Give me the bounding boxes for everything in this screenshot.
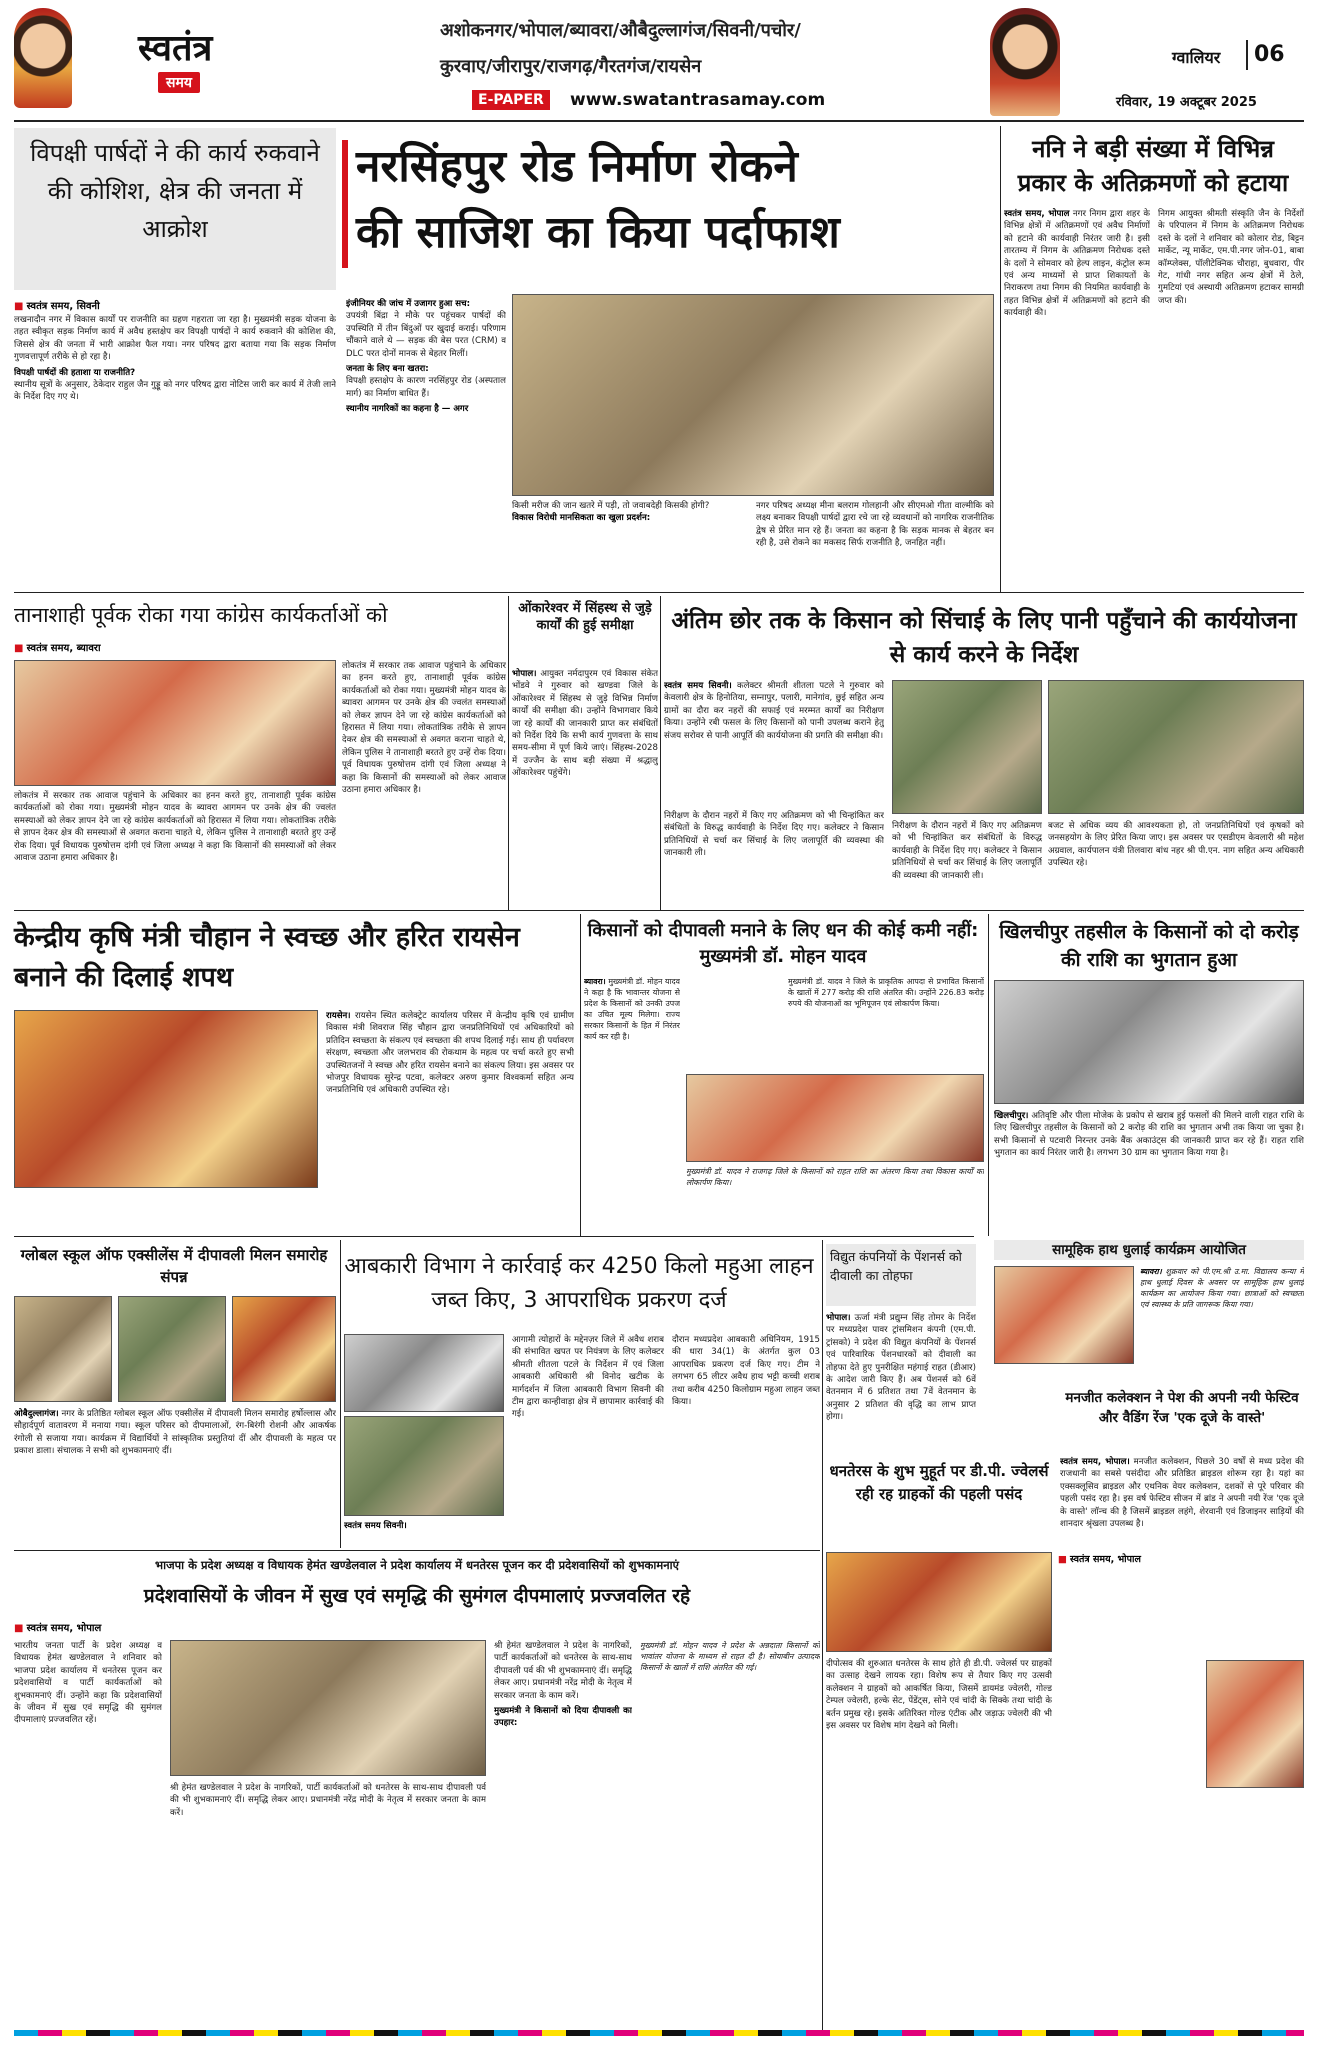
story13-byline: ■ स्वतंत्र समय, भोपाल [1058, 1554, 1141, 1565]
story5-headline[interactable]: अंतिम छोर तक के किसान को सिंचाई के लिए पानी पहुँचाने की कार्ययोजना से कार्य करने के निर्देश [671, 608, 1297, 668]
story12-body: ब्यावरा। शुक्रवार को पी.एम.श्री उ.मा. विद्यालय कन्या में हाथ धुलाई दिवस के अवसर पर सामूहिक हाथ धुलाई कार्यक्रम का आयोजन किया गया। छात्राओं को स्वच्छता एवं स्वास्थ्य के प्रति जागरूक किया गया। [1140, 1267, 1304, 1309]
website-link[interactable]: www.swatantrasamay.com [570, 90, 826, 110]
row3-rule [14, 1236, 974, 1237]
story1-body: लखनादौन नगर में विकास कार्यों पर राजनीति का ग्रहण गहराता जा रहा है। मुख्यमंत्री सड़क योजना के तहत स्वीकृत सड़क निर्माण कार्य में अवैध हस्तक्षेप कर विपक्षी पार्षदों ने कार्य रुकवाने की कोशिश की, जिससे क्षेत्र की जनता में भारी आक्रोश फैल गया। नगर परिषद द्वारा बताया गया कि सड़क निर्माण गुणवत्तापूर्ण तरीके से हो रहा है। विपक्षी पार्षदों की हताशा या राजनीति? स्थानीय सूत्रों के अनुसार, ठेकेदार राहुल जैन गुड्डू को नगर परिषद द्वारा नोटिस जारी कर कार्य में तेजी लाने के निर्देश दिए गए थे। [14, 315, 336, 403]
footer-color-bar [14, 2030, 1304, 2036]
story5-body-col2: निरीक्षण के दौरान नहरों में किए गए अतिक्रमण को भी चिन्हांकित कर संबंधितों के विरुद्ध कार्यवाही के निर्देश दिए गए। कलेक्टर ने किसान प्रतिनिधियों से चर्चा कर सिंचाई के लिए जलापूर्ति की व्यवस्था की जानकारी ली। [892, 821, 1042, 881]
masthead-rule [14, 120, 1304, 122]
story8-body: खिलचीपुर। अतिवृष्टि और पीला मोजेक के प्रकोप से खराब हुई फसलों की मिलने वाली राहत राशि के लिए खिलचीपुर तहसील के किसानों को 2 करोड़ की राशि का भुगतान अभी तक किया जा चुका है। सभी किसानों से पटवारी निरन्तर उनके बैंक अकाउंट्स की जानकारी प्राप्त कर रहे हैं। राहत राशि भुगतान का कार्य निरंतर जारी है। लगभग 30 ग्राम का भुगतान किया गया है। [994, 1111, 1304, 1159]
story10-body-col1: आगामी त्योहारों के मद्देनज़र जिले में अवैध शराब की संभावित खपत पर नियंत्रण के लिए कलेक्टर श्रीमती शीतला पटले के निर्देशन में एवं जिला आबकारी अधिकारी श्री विनोद खटीक के मार्गदर्शन में जिला आबकारी विभाग सिवनी की टीम द्वारा कान्हीवाड़ा क्षेत्र में छापामार कार्रवाई की गई। [512, 1335, 664, 1420]
story15-body-col4: मुख्यमंत्री डॉ. मोहन यादव ने प्रदेश के अन्नदाता किसानों को भावांतर योजना के माध्यम से राहत दी है। सोयाबीन उत्पादक किसानों के खातों में राशि अंतरित की गई। [640, 1641, 820, 1672]
lead-body-b: नगर परिषद अध्यक्ष मीना बलराम गोलहानी और सीएमओ गीता वाल्मीकि को लक्ष्य बनाकर विपक्षी पार्षदों द्वारा रचे जा रहे व्यवधानों को नागरिक राजनीतिक द्वेष से प्रेरित मान रहे हैं। जनता का कहना है कि सड़क मानक से बेहतर बन रही है, उसे रोकने का मकसद सिर्फ राजनीति है, जनहित नहीं। [756, 501, 994, 549]
story6-headline[interactable]: केन्द्रीय कृषि मंत्री चौहान ने स्वच्छ और हरित रायसेन बनाने की दिलाई शपथ [14, 922, 520, 993]
story15-body-col2: श्री हेमंत खण्डेलवाल ने प्रदेश के नागरिकों, पार्टी कार्यकर्ताओं को धनतेरस के साथ-साथ दीपावली पर्व की भी शुभकामनाएं दीं। समृद्धि लेकर आए। प्रधानमंत्री नरेंद्र मोदी के नेतृत्व में सरकार जनता के काम करें। [170, 1783, 486, 1818]
story14-headline[interactable]: मनजीत कलेक्शन ने पेश की अपनी नयी फेस्टिव और वैडिंग रेंज 'एक दूजे के वास्ते' [1065, 1390, 1299, 1426]
story11-body: भोपाल। ऊर्जा मंत्री प्रद्युम्न सिंह तोमर के निर्देश पर मध्यप्रदेश पावर ट्रांसमिशन कंपनी (एम.पी. ट्रांसको) ने प्रदेश की विद्युत कंपनियों के पेंशनर्स एवं पारिवारिक पेंशनधारकों को दीवाली का तोहफा देते हुए पुनरीक्षित महंगाई राहत (डीआर) के आदेश जारी किए हैं। अब पेंशनर्स को 6वें वेतनमान में 6 प्रतिशत तथा 7वें वेतनमान के अनुसार 2 प्रतिशत की वृद्धि का लाभ प्राप्त होगा। [826, 1313, 976, 1423]
story1-body-col2: इंजीनियर की जांच में उजागर हुआ सच: उपयंत्री बिंद्रा ने मौके पर पहुंचकर पार्षदों की उपस्थिति में तीन बिंदुओं पर खुदाई कराई। परिणाम चौंकाने वाले थे — सड़क की बेस परत (CRM) व DLC परत दोनों मानक से बेहतर मिलीं। जनता के लिए बना खतरा: विपक्षी हस्तक्षेप के कारण नरसिंहपुर रोड (अस्पताल मार्ग) का निर्माण बाधित हैं। स्थानीय नागरिकों का कहना है — अगर [346, 299, 506, 415]
col-rule-3 [580, 914, 581, 1236]
story11-headline[interactable]: विद्युत कंपनियों के पेंशनर्स को दीवाली का तोहफा [830, 1249, 962, 1283]
story9-headline[interactable]: ग्लोबल स्कूल ऑफ एक्सीलेंस में दीपावली मिलन समारोह संपन्न [20, 1246, 328, 1286]
story-opposition-councillors [14, 128, 336, 290]
byline-marker-icon: ■ [1058, 1554, 1067, 1565]
col-rule-6 [822, 1240, 823, 2030]
story9-body: ओबैदुल्लागंज। नगर के प्रतिष्ठित ग्लोबल स्कूल ऑफ एक्सीलेंस में दीपावली मिलन समारोह हर्षोल्लास और सौहार्दपूर्ण वातावरण में मनाया गया। स्कूल परिसर को दीपमालाओं, रंग-बिरंगी रोशनी और आकर्षक रंगोली से सजाया गया। कार्यक्रम में विद्यार्थियों ने सांस्कृतिक प्रस्तुतियां दीं और दीपावली के महत्व पर प्रकाश डाला। संचालक ने सभी को शुभकामनाएं दीं। [14, 1409, 336, 1457]
story5-body-col0: निरीक्षण के दौरान नहरों में किए गए अतिक्रमण को भी चिन्हांकित कर संबंधितों के विरुद्ध कार्यवाही के निर्देश दिए गए। कलेक्टर ने किसान प्रतिनिधियों से चर्चा कर सिंचाई के लिए जलापूर्ति की व्यवस्था की जानकारी ली। [664, 811, 884, 859]
story7-body-col2: मुख्यमंत्री डॉ. यादव ने जिले के प्राकृतिक आपदा से प्रभावित किसानों के खातों में 277 करोड़ की राशि अंतरित की। उन्होंने 226.83 करोड़ रुपये की योजनाओं का भूमिपूजन एवं लोकार्पण किया। [788, 977, 984, 1008]
story3-body: लोकतंत्र में सरकार तक आवाज पहुंचाने के अधिकार का हनन करते हुए, तानाशाही पूर्वक कांग्रेस कार्यकर्ताओं को रोका गया। मुख्यमंत्री मोहन यादव के ब्यावरा आगमन पर उनके क्षेत्र की ज्वलंत समस्याओं को लेकर ज्ञापन देने जा रहे कांग्रेस कार्यकर्ताओं को हिरासत में लिया गया। लोकतांत्रिक तरीके से ज्ञापन देकर क्षेत्र की समस्याओं से अवगत कराना चाहते थे, लेकिन पुलिस ने तानाशाही बरतते हुए उन्हें रोक दिया। पूर्व विधायक पुरुषोत्तम दांगी एवं जिला अध्यक्ष ने कहा कि किसानों की समस्याओं को लेकर आवाज उठाना हमारा अधिकार है। [342, 661, 506, 796]
col-rule-1 [508, 596, 509, 910]
story14-photo [1206, 1660, 1304, 1788]
lead-headline-bar [342, 140, 348, 268]
story10-body-col2: दौरान मध्यप्रदेश आबकारी अधिनियम, 1915 की धारा 34(1) के अंतर्गत कुल 03 आपराधिक प्रकरण दर्ज किए गए। टीम ने लगभग 65 लीटर अवैध हाथ भट्टी कच्ची शराब तथा करीब 4250 किलोग्राम महुआ लाहन जब्त किया। [672, 1335, 820, 1408]
story3-body-wide: लोकतंत्र में सरकार तक आवाज पहुंचाने के अधिकार का हनन करते हुए, तानाशाही पूर्वक कांग्रेस कार्यकर्ताओं को रोका गया। मुख्यमंत्री मोहन यादव के ब्यावरा आगमन पर उनके क्षेत्र की ज्वलंत समस्याओं को लेकर ज्ञापन देने जा रहे कांग्रेस कार्यकर्ताओं को हिरासत में लिया गया। लोकतांत्रिक तरीके से ज्ञापन देकर क्षेत्र की समस्याओं से अवगत कराना चाहते थे, लेकिन पुलिस ने तानाशाही बरतते हुए उन्हें रोक दिया। पूर्व विधायक पुरुषोत्तम दांगी एवं जिला अध्यक्ष ने कहा कि किसानों की समस्याओं को लेकर आवाज उठाना हमारा अधिकार है। [14, 791, 336, 864]
story15-photo [170, 1640, 486, 1776]
story7-body-col1: ब्यावरा। मुख्यमंत्री डॉ. मोहन यादव ने कहा है कि भावान्तर योजना से प्रदेश के किसानों को उनकी उपज का उचित मूल्य मिलेगा। राज्य सरकार किसानों के हित में निरंतर कार्य कर रही है। [584, 977, 680, 1041]
page-no-divider [1246, 40, 1248, 70]
issue-date: रविवार, 19 अक्टूबर 2025 [1116, 95, 1257, 110]
row4-rule [14, 1550, 820, 1551]
story13-photo [826, 1552, 1052, 1652]
col-rule-5 [340, 1240, 341, 1548]
lead-photo [512, 294, 994, 496]
story3-byline: ■ स्वतंत्र समय, ब्यावरा [14, 643, 101, 654]
row2-rule [14, 910, 1304, 911]
story2-body-col2: निगम आयुक्त श्रीमती संस्कृति जैन के निर्देशों के परिपालन में निगम के अतिक्रमण निरोधक दस्ते के दलों ने शनिवार को कोलार रोड, बिट्टन मार्केट, न्यू मार्केट, एम.पी.नगर जोन-01, बाबा कॉम्प्लेक्स, पॉलीटेक्निक चौराहा, बुधवारा, पीर गेट, गांधी नगर सहित अन्य क्षेत्रों में ठेले, गुमटियां एवं अस्थायी अतिक्रमण हटाकर सामग्री जप्त की। [1158, 209, 1304, 306]
story7-photo [686, 1074, 984, 1162]
byline-marker-icon: ■ [14, 1623, 24, 1634]
byline-marker-icon: ■ [14, 301, 24, 312]
logo-title: स्वतंत्र [138, 27, 213, 69]
masthead-logo[interactable] [138, 28, 258, 100]
story9-photo-2 [118, 1296, 226, 1402]
story4-headline[interactable]: ओंकारेश्वर में सिंहस्थ से जुड़े कार्यों की हुई समीक्षा [518, 601, 652, 633]
story12-photo [994, 1266, 1134, 1364]
story14-body: स्वतंत्र समय, भोपाल। मनजीत कलेक्शन, पिछले 30 वर्षों से मध्य प्रदेश की राजधानी का सबसे पसंदीदा और प्रतिष्ठित ब्राइडल शोरूम रहा है। यहां का एक्सक्लूसिव ब्राइडल और एथनिक वेयर कलेक्शन, दशकों से पूरे परिवार की पहली पसंद रहा है। इस वर्ष फेस्टिव सीजन में ब्रांड ने अपनी नयी रेंज 'एक दूजे के वास्ते' लॉन्च की है जिसमें ब्राइडल लहंगे, शेरवानी एवं डिजाइनर साड़ियों की शानदार श्रृंखला उपलब्ध है। [1060, 1457, 1304, 1530]
masthead-left-artwork [14, 8, 72, 108]
story13-headline[interactable]: धनतेरस के शुभ मुहूर्त पर डी.पी. ज्वेलर्स रही रह ग्राहकों की पहली पसंद [829, 1462, 1049, 1503]
story5-body-col1: स्वतंत्र समय सिवनी। कलेक्टर श्रीमती शीतला पटले ने गुरुवार को केवलारी क्षेत्र के हिनोतिया, सम्नापुर, पलारी, मानेगांव, छुई सहित अन्य ग्रामों का दौरा कर नहरों की सफाई एवं मरम्मत कार्यों का निरीक्षण किया। उन्होंने रबी फसल के लिए किसानों को पानी उपलब्ध कराने हेतु संजय सरोवर से पानी आपूर्ति की कार्ययोजना की प्रगति की समीक्षा की। [664, 681, 884, 741]
story9-photo-3 [232, 1296, 336, 1402]
headline[interactable]: विपक्षी पार्षदों ने की कार्य रुकवाने की कोशिश, क्षेत्र की जनता में आक्रोश [30, 139, 320, 243]
story11-headline-box [826, 1244, 976, 1306]
story6-body: रायसेन। रायसेन स्थित कलेक्ट्रेट कार्यालय परिसर में केन्द्रीय कृषि एवं ग्रामीण विकास मंत्री शिवराज सिंह चौहान द्वारा जनप्रतिनिधियों एवं अधिकारियों को प्रतिदिन स्वच्छता के संकल्प एवं स्वच्छता की शपथ दिलाई गई। साथ ही पर्यावरण संरक्षण, स्वच्छता और जलभराव की रोकथाम के महत्व पर चर्चा करते हुए सभी उपस्थितजनों ने स्वच्छ और हरित रायसेन बनाने का संकल्प लिया। इस अवसर पर भोजपुर विधायक सुरेन्द्र पटवा, कलेक्टर अरुण कुमार विश्वकर्मा सहित अन्य जनप्रतिनिधि एवं अधिकारी उपस्थित रहे। [326, 1011, 574, 1096]
story5-photo-2 [1048, 680, 1304, 814]
story13-body: दीपोत्सव की शुरुआत धनतेरस के साथ होते ही डी.पी. ज्वेलर्स पर ग्राहकों का उत्साह देखने लायक रहा। विशेष रूप से तैयार किए गए उत्सवी कलेक्शन ने ग्राहकों को आकर्षित किया, जिसमें डायमंड ज्वेलरी, गोल्ड टेम्पल ज्वेलरी, हल्के सेट, पेंडेंट्स, सोने एवं चांदी के सिक्के तथा चांदी के बर्तन प्रमुख रहे। इसके अतिरिक्त गोल्ड एंटीक और जड़ाऊ ज्वेलरी की भी इस अवसर पर विशेष मांग देखने को मिली। [826, 1659, 1052, 1732]
byline-marker-icon: ■ [14, 643, 24, 654]
epaper-badge[interactable]: E-PAPER [472, 90, 550, 110]
story10-headline[interactable]: आबकारी विभाग ने कार्रवाई कर 4250 किलो महुआ लाहन जब्त किए, 3 आपराधिक प्रकरण दर्ज [344, 1254, 814, 1313]
col-rule-2 [660, 596, 661, 910]
story6-photo [14, 1010, 318, 1188]
subhead: विपक्षी पार्षदों की हताशा या राजनीति? [14, 367, 136, 378]
lead-body-a: किसी मरीज की जान खतरे में पड़ी, तो जवाबदेही किसकी होगी? विकास विरोधी मानसिकता का खुला प्रदर्शन: [512, 501, 710, 524]
story10-photo-2 [344, 1416, 504, 1516]
row1-rule [14, 592, 1304, 593]
story9-photo-1 [14, 1296, 112, 1402]
story15-byline: ■ स्वतंत्र समय, भोपाल [14, 1623, 102, 1634]
page-number: 06 [1254, 42, 1285, 67]
masthead-right-artwork [990, 8, 1060, 116]
logo-subtitle: समय [158, 72, 200, 93]
edition-city: ग्वालियर [1172, 48, 1221, 67]
story15-body-col3: श्री हेमंत खण्डेलवाल ने प्रदेश के नागरिकों, पार्टी कार्यकर्ताओं को धनतेरस के साथ-साथ दीपावली पर्व की भी शुभकामनाएं दीं। समृद्धि लेकर आए। प्रधानमंत्री नरेंद्र मोदी के नेतृत्व में सरकार जनता के काम करें। मुख्यमंत्री ने किसानों को दिया दीपावली का उपहार: [494, 1641, 632, 1729]
story3-headline[interactable]: तानाशाही पूर्वक रोका गया कांग्रेस कार्यकर्ताओं को [14, 603, 388, 627]
story1-byline: ■ स्वतंत्र समय, सिवनी [14, 301, 100, 312]
story8-photo [994, 980, 1304, 1104]
col-rule-4 [988, 914, 989, 1236]
story10-byline-block: स्वतंत्र समय सिवनी। [344, 1521, 407, 1531]
story7-headline[interactable]: किसानों को दीपावली मनाने के लिए धन की कोई कमी नहीं: मुख्यमंत्री डॉ. मोहन यादव [587, 920, 979, 967]
places-line-1: अशोकनगर/भोपाल/ब्यावरा/औबैदुल्लागंज/सिवनी/पचोर/ [440, 20, 801, 41]
story10-photo-1 [344, 1334, 504, 1412]
story15-banner[interactable]: भाजपा के प्रदेश अध्यक्ष व विधायक हेमंत खण्डेलवाल ने प्रदेश कार्यालय में धनतेरस पूजन कर दी प्रदेशवासियों को शुभकामनाएं [155, 1558, 679, 1572]
story15-body-col1: भारतीय जनता पार्टी के प्रदेश अध्यक्ष व विधायक हेमंत खण्डेलवाल ने शनिवार को भाजपा प्रदेश कार्यालय में धनतेरस पूजन कर प्रदेशवासियों व पार्टी कार्यकर्ताओं को शुभकामनाएं दीं। उन्होंने कहा कि प्रदेशवासियों के जीवन में सुख एवं समृद्धि की सुमंगल दीपमालाएं प्रज्जवलित रहें। [14, 1641, 162, 1726]
story7-caption: मुख्यमंत्री डॉ. यादव ने राजगढ़ जिले के किसानों को राहत राशि का अंतरण किया तथा विकास कार्यों का लोकार्पण किया। [686, 1167, 984, 1187]
story2-body-col1: स्वतंत्र समय, भोपाल नगर निगम द्वारा शहर के विभिन्न क्षेत्रों में अतिक्रमणों एवं अवैध निर्माणों को हटाने की कार्यवाही निरंतर जारी है। इसी तारतम्य में निगम के अतिक्रमण निरोधक दस्ते के दलों ने सोमवार को हेल्प लाइन, कंट्रोल रूम एवं अन्य माध्यमों से प्राप्त शिकायतों के निराकरण तथा निगम की नियमित कार्यवाही के तहत विभिन्न क्षेत्रों में अतिक्रमणों को हटाने की कार्यवाही की। [1004, 209, 1150, 319]
story15-headline[interactable]: प्रदेशवासियों के जीवन में सुख एवं समृद्धि की सुमंगल दीपमालाएं प्रज्जवलित रहे [143, 1585, 691, 1607]
col-rule-7 [1000, 126, 1001, 592]
story2-headline[interactable]: ननि ने बड़ी संख्या में विभिन्न प्रकार के अतिक्रमणों को हटाया [1017, 135, 1289, 197]
masthead [0, 0, 1318, 120]
lead-headline[interactable]: नरसिंहपुर रोड निर्माण रोकने की साजिश का किया पर्दाफाश [356, 141, 840, 258]
story5-body-col3: बजट से अधिक व्यय की आवश्यकता हो, तो जनप्रतिनिधियों एवं कृषकों को जनसहयोग के लिए प्रेरित किया जाए। इस अवसर पर एसडीएम केवलारी श्री महेश अग्रवाल, कार्यपालन यंत्री तिलवारा बांध नहर श्री पी.एन. नाग सहित अन्य अधिकारी उपस्थित रहे। [1048, 821, 1304, 869]
story8-headline[interactable]: खिलचीपुर तहसील के किसानों को दो करोड़ की राशि का भुगतान हुआ [999, 921, 1299, 971]
story12-headline[interactable]: सामूहिक हाथ धुलाई कार्यक्रम आयोजित [994, 1240, 1304, 1260]
story4-body: भोपाल। आयुक्त नर्मदापुरम एवं विकास संकेत भोंडवे ने गुरुवार को खण्डवा जिले के ओंकारेश्वर में सिंहस्थ से जुड़े विभिन्न निर्माण कार्यों की समीक्षा की। उन्होंने विभागवार किये जा रहे कार्यों की जानकारी प्राप्त कर संबंधितों को निर्देश दिये कि सभी कार्य गुणवत्ता के साथ समय-सीमा में पूर्ण किये जाएं। सिंहस्थ-2028 में उज्जैन के साथ बड़ी संख्या में श्रद्धालु ओंकारेश्वर पहुंचेंगे। [512, 669, 658, 779]
places-line-2: कुरवाए/जीरापुर/राजगढ़/गैरतगंज/रायसेन [440, 56, 702, 77]
story3-photo [14, 660, 336, 786]
story5-photo-1 [892, 680, 1042, 814]
